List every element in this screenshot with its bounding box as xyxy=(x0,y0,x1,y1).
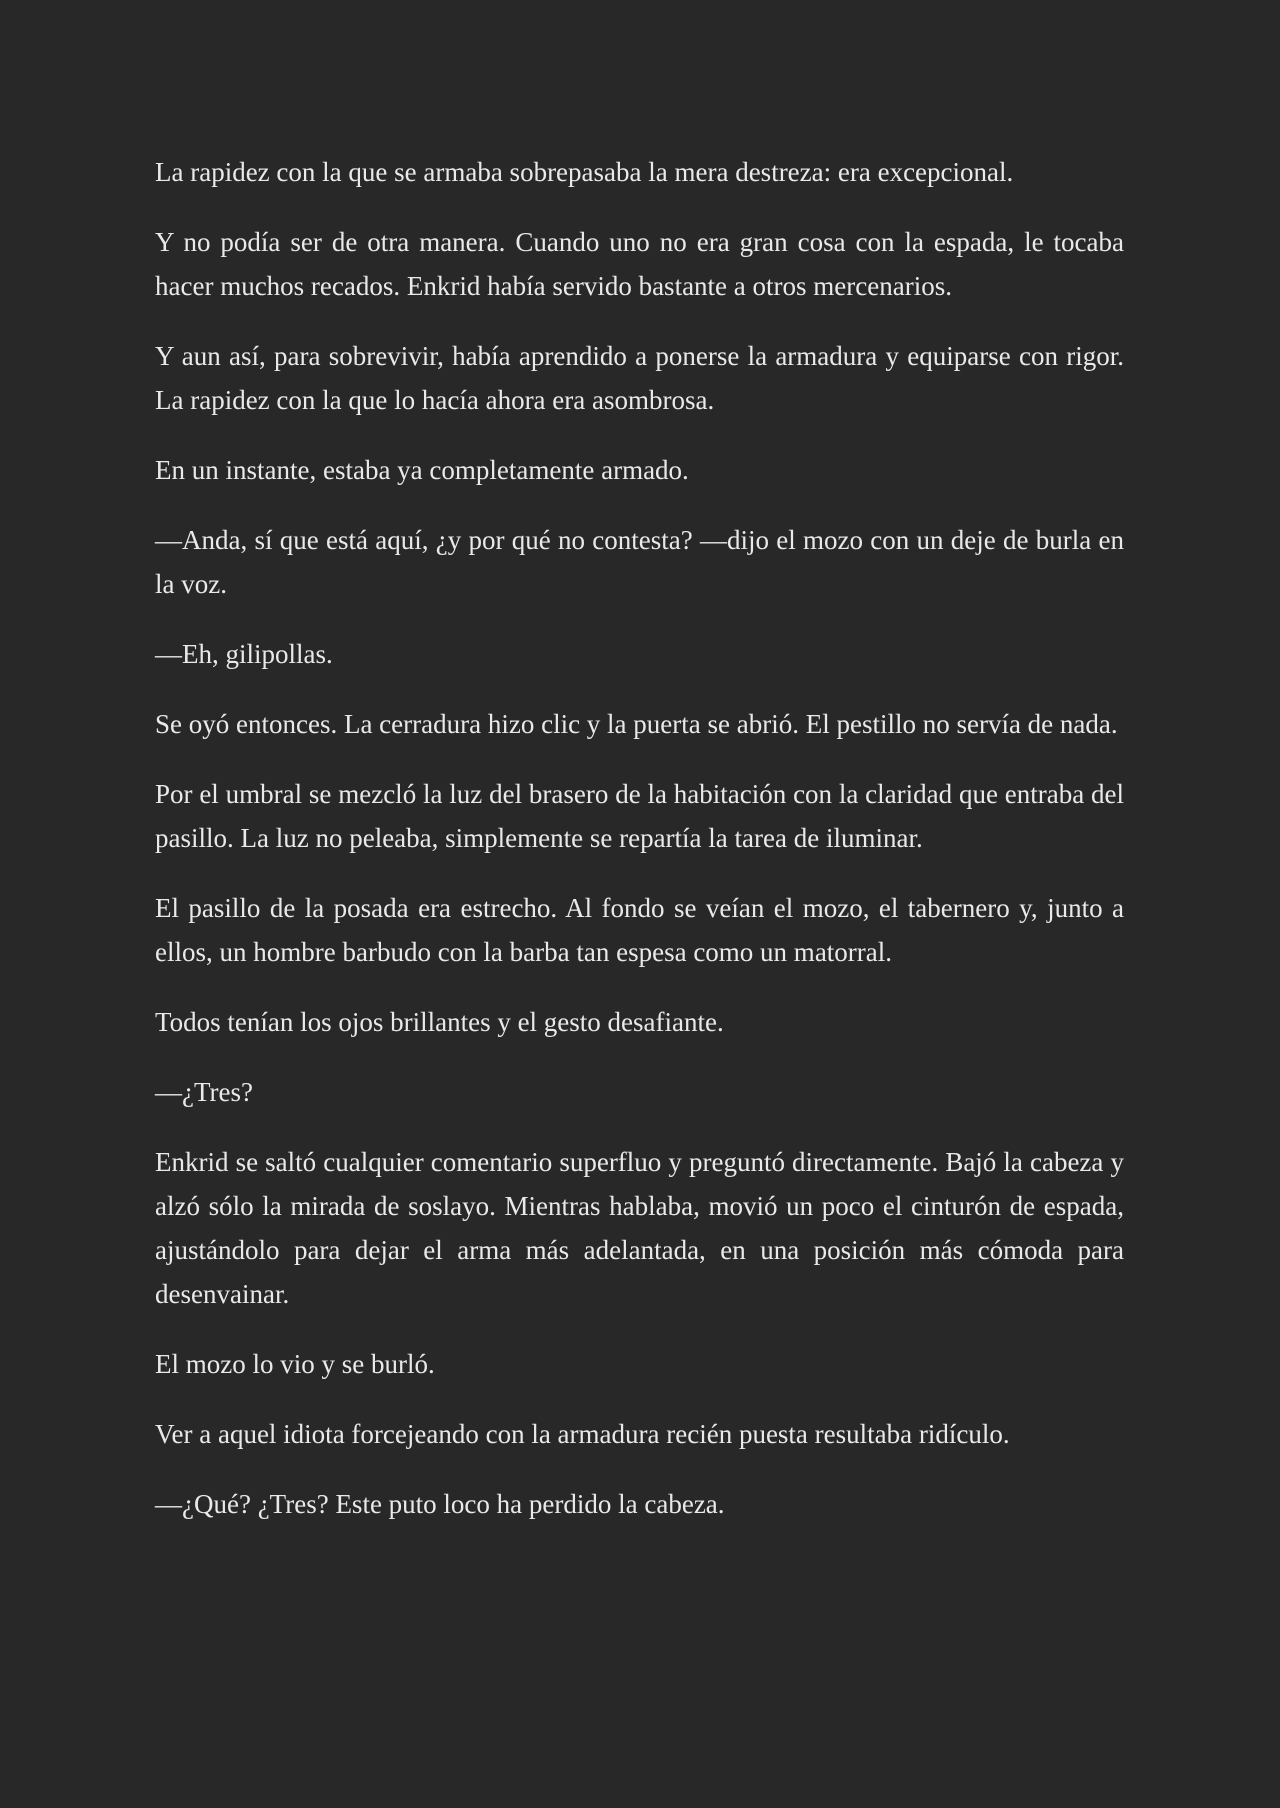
paragraph: Por el umbral se mezcló la luz del brasero de la habitación con la claridad que entraba del pasillo. La luz no peleaba, simplemente se repartía la tarea de iluminar. xyxy=(155,779,1124,853)
paragraph: Ver a aquel idiota forcejeando con la armadura recién puesta resultaba ridículo. xyxy=(155,1419,1010,1449)
paragraph: —¿Qué? ¿Tres? Este puto loco ha perdido la cabeza. xyxy=(155,1489,725,1519)
paragraph: El pasillo de la posada era estrecho. Al fondo se veían el mozo, el tabernero y, junto a ellos, un hombre barbudo con la barba tan espesa como un matorral. xyxy=(155,893,1124,967)
chapter-text xyxy=(155,150,1124,1526)
paragraph: —¿Tres? xyxy=(155,1077,253,1107)
paragraph: Y no podía ser de otra manera. Cuando uno no era gran cosa con la espada, le tocaba hacer muchos recados. Enkrid había servido bastante a otros mercenarios. xyxy=(155,227,1124,301)
paragraph: En un instante, estaba ya completamente armado. xyxy=(155,455,689,485)
paragraph: El mozo lo vio y se burló. xyxy=(155,1349,435,1379)
paragraph: Todos tenían los ojos brillantes y el gesto desafiante. xyxy=(155,1007,724,1037)
paragraph: La rapidez con la que se armaba sobrepasaba la mera destreza: era excepcional. xyxy=(155,157,1014,187)
paragraph: Enkrid se saltó cualquier comentario superfluo y preguntó directamente. Bajó la cabeza y alzó sólo la mirada de soslayo. Mientras hablaba, movió un poco el cinturón de espada, ajustándolo para dejar el arma más adelantada, en una posición más cómoda para desenvainar. xyxy=(155,1147,1124,1309)
paragraph: —Eh, gilipollas. xyxy=(155,639,333,669)
paragraph: Se oyó entonces. La cerradura hizo clic y la puerta se abrió. El pestillo no servía de nada. xyxy=(155,709,1118,739)
paragraph: Y aun así, para sobrevivir, había aprendido a ponerse la armadura y equiparse con rigor. La rapidez con la que lo hacía ahora era asombrosa. xyxy=(155,341,1124,415)
paragraph: —Anda, sí que está aquí, ¿y por qué no contesta? —dijo el mozo con un deje de burla en la voz. xyxy=(155,525,1124,599)
